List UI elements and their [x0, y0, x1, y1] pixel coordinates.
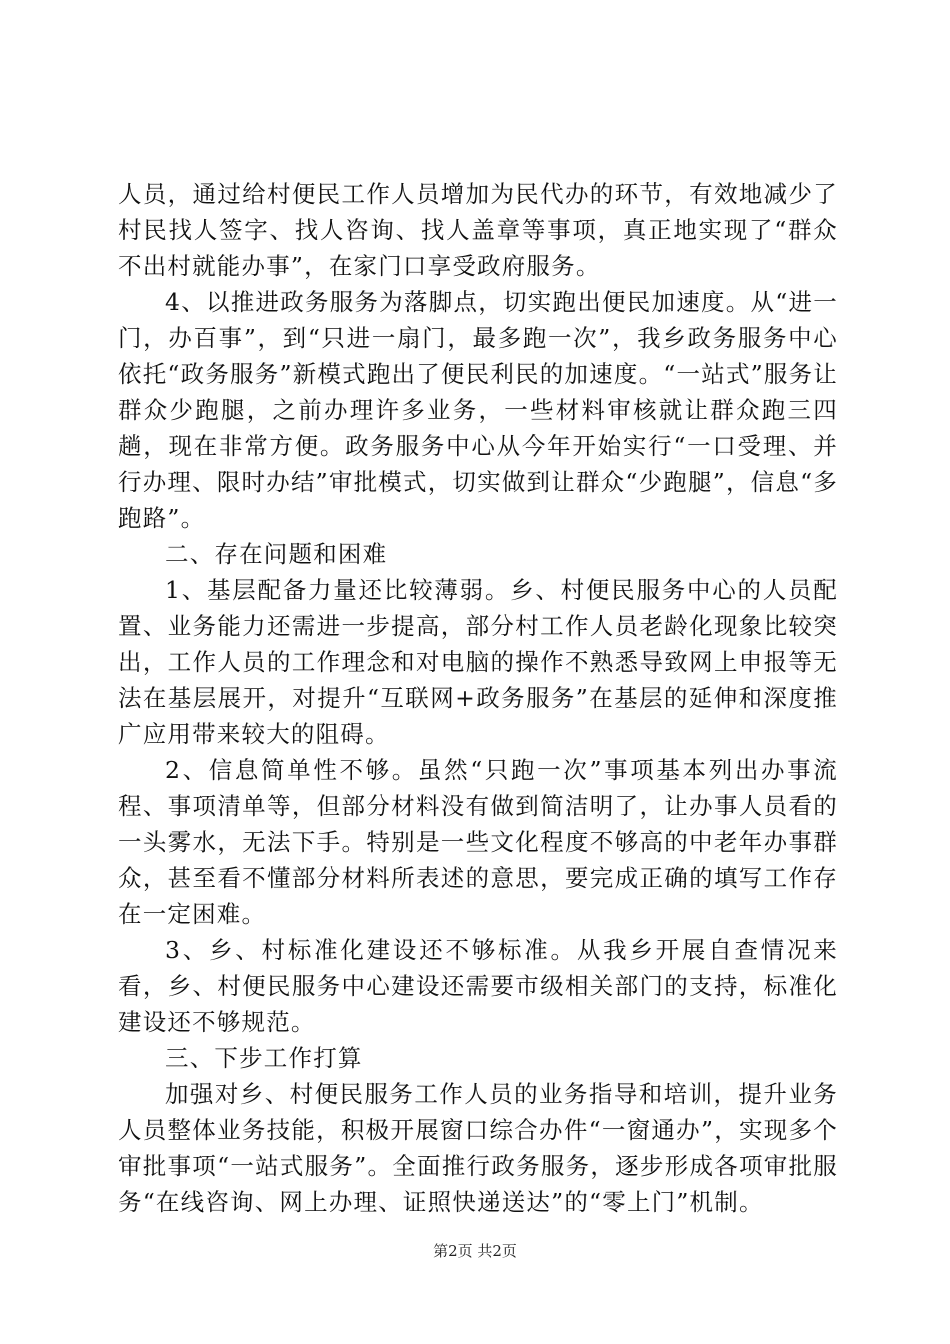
paragraph-problem-3: 3、乡、村标准化建设还不够标准。从我乡开展自查情况来看，乡、村便民服务中心建设还需要市级相关部门的支持，标准化建设还不够规范。 [118, 936, 838, 1036]
paragraph-problem-2: 2、信息简单性不够。虽然“只跑一次”事项基本列出办事流程、事项清单等，但部分材料没有做到简洁明了，让办事人员看的一头雾水，无法下手。特别是一些文化程度不够高的中老年办事群众，甚至看不懂部分材料所表述的意思，要完成正确的填写工作存在一定困难。 [118, 756, 838, 928]
page-footer: 第2页 共2页 [433, 1242, 517, 1260]
paragraph-problem-1: 1、基层配备力量还比较薄弱。乡、村便民服务中心的人员配置、业务能力还需进一步提高，部分村工作人员老龄化现象比较突出，工作人员的工作理念和对电脑的操作不熟悉导致网上申报等无法在基层展开，对提升“互联网+政务服务”在基层的延伸和深度推广应用带来较大的阻碍。 [118, 576, 838, 748]
document-body [118, 176, 838, 1220]
section-heading-next-steps: 三、下步工作打算 [165, 1044, 363, 1072]
paragraph-next-steps: 加强对乡、村便民服务工作人员的业务指导和培训，提升业务人员整体业务技能，积极开展窗口综合办件“一窗通办”，实现多个审批事项“一站式服务”。全面推行政务服务，逐步形成各项审批服务“在线咨询、网上办理、证照快递送达”的“零上门”机制。 [118, 1080, 838, 1216]
paragraph-continuation: 人员，通过给村便民工作人员增加为民代办的环节，有效地减少了村民找人签字、找人咨询、找人盖章等事项，真正地实现了“群众不出村就能办事”，在家门口享受政府服务。 [118, 180, 838, 280]
paragraph-item-4: 4、以推进政务服务为落脚点，切实跑出便民加速度。从“进一门，办百事”，到“只进一扇门，最多跑一次”，我乡政务服务中心依托“政务服务”新模式跑出了便民利民的加速度。“一站式”服务让群众少跑腿，之前办理许多业务，一些材料审核就让群众跑三四趟，现在非常方便。政务服务中心从今年开始实行“一口受理、并行办理、限时办结”审批模式，切实做到让群众“少跑腿”，信息“多跑路”。 [118, 288, 838, 532]
section-heading-problems: 二、存在问题和困难 [165, 540, 388, 568]
